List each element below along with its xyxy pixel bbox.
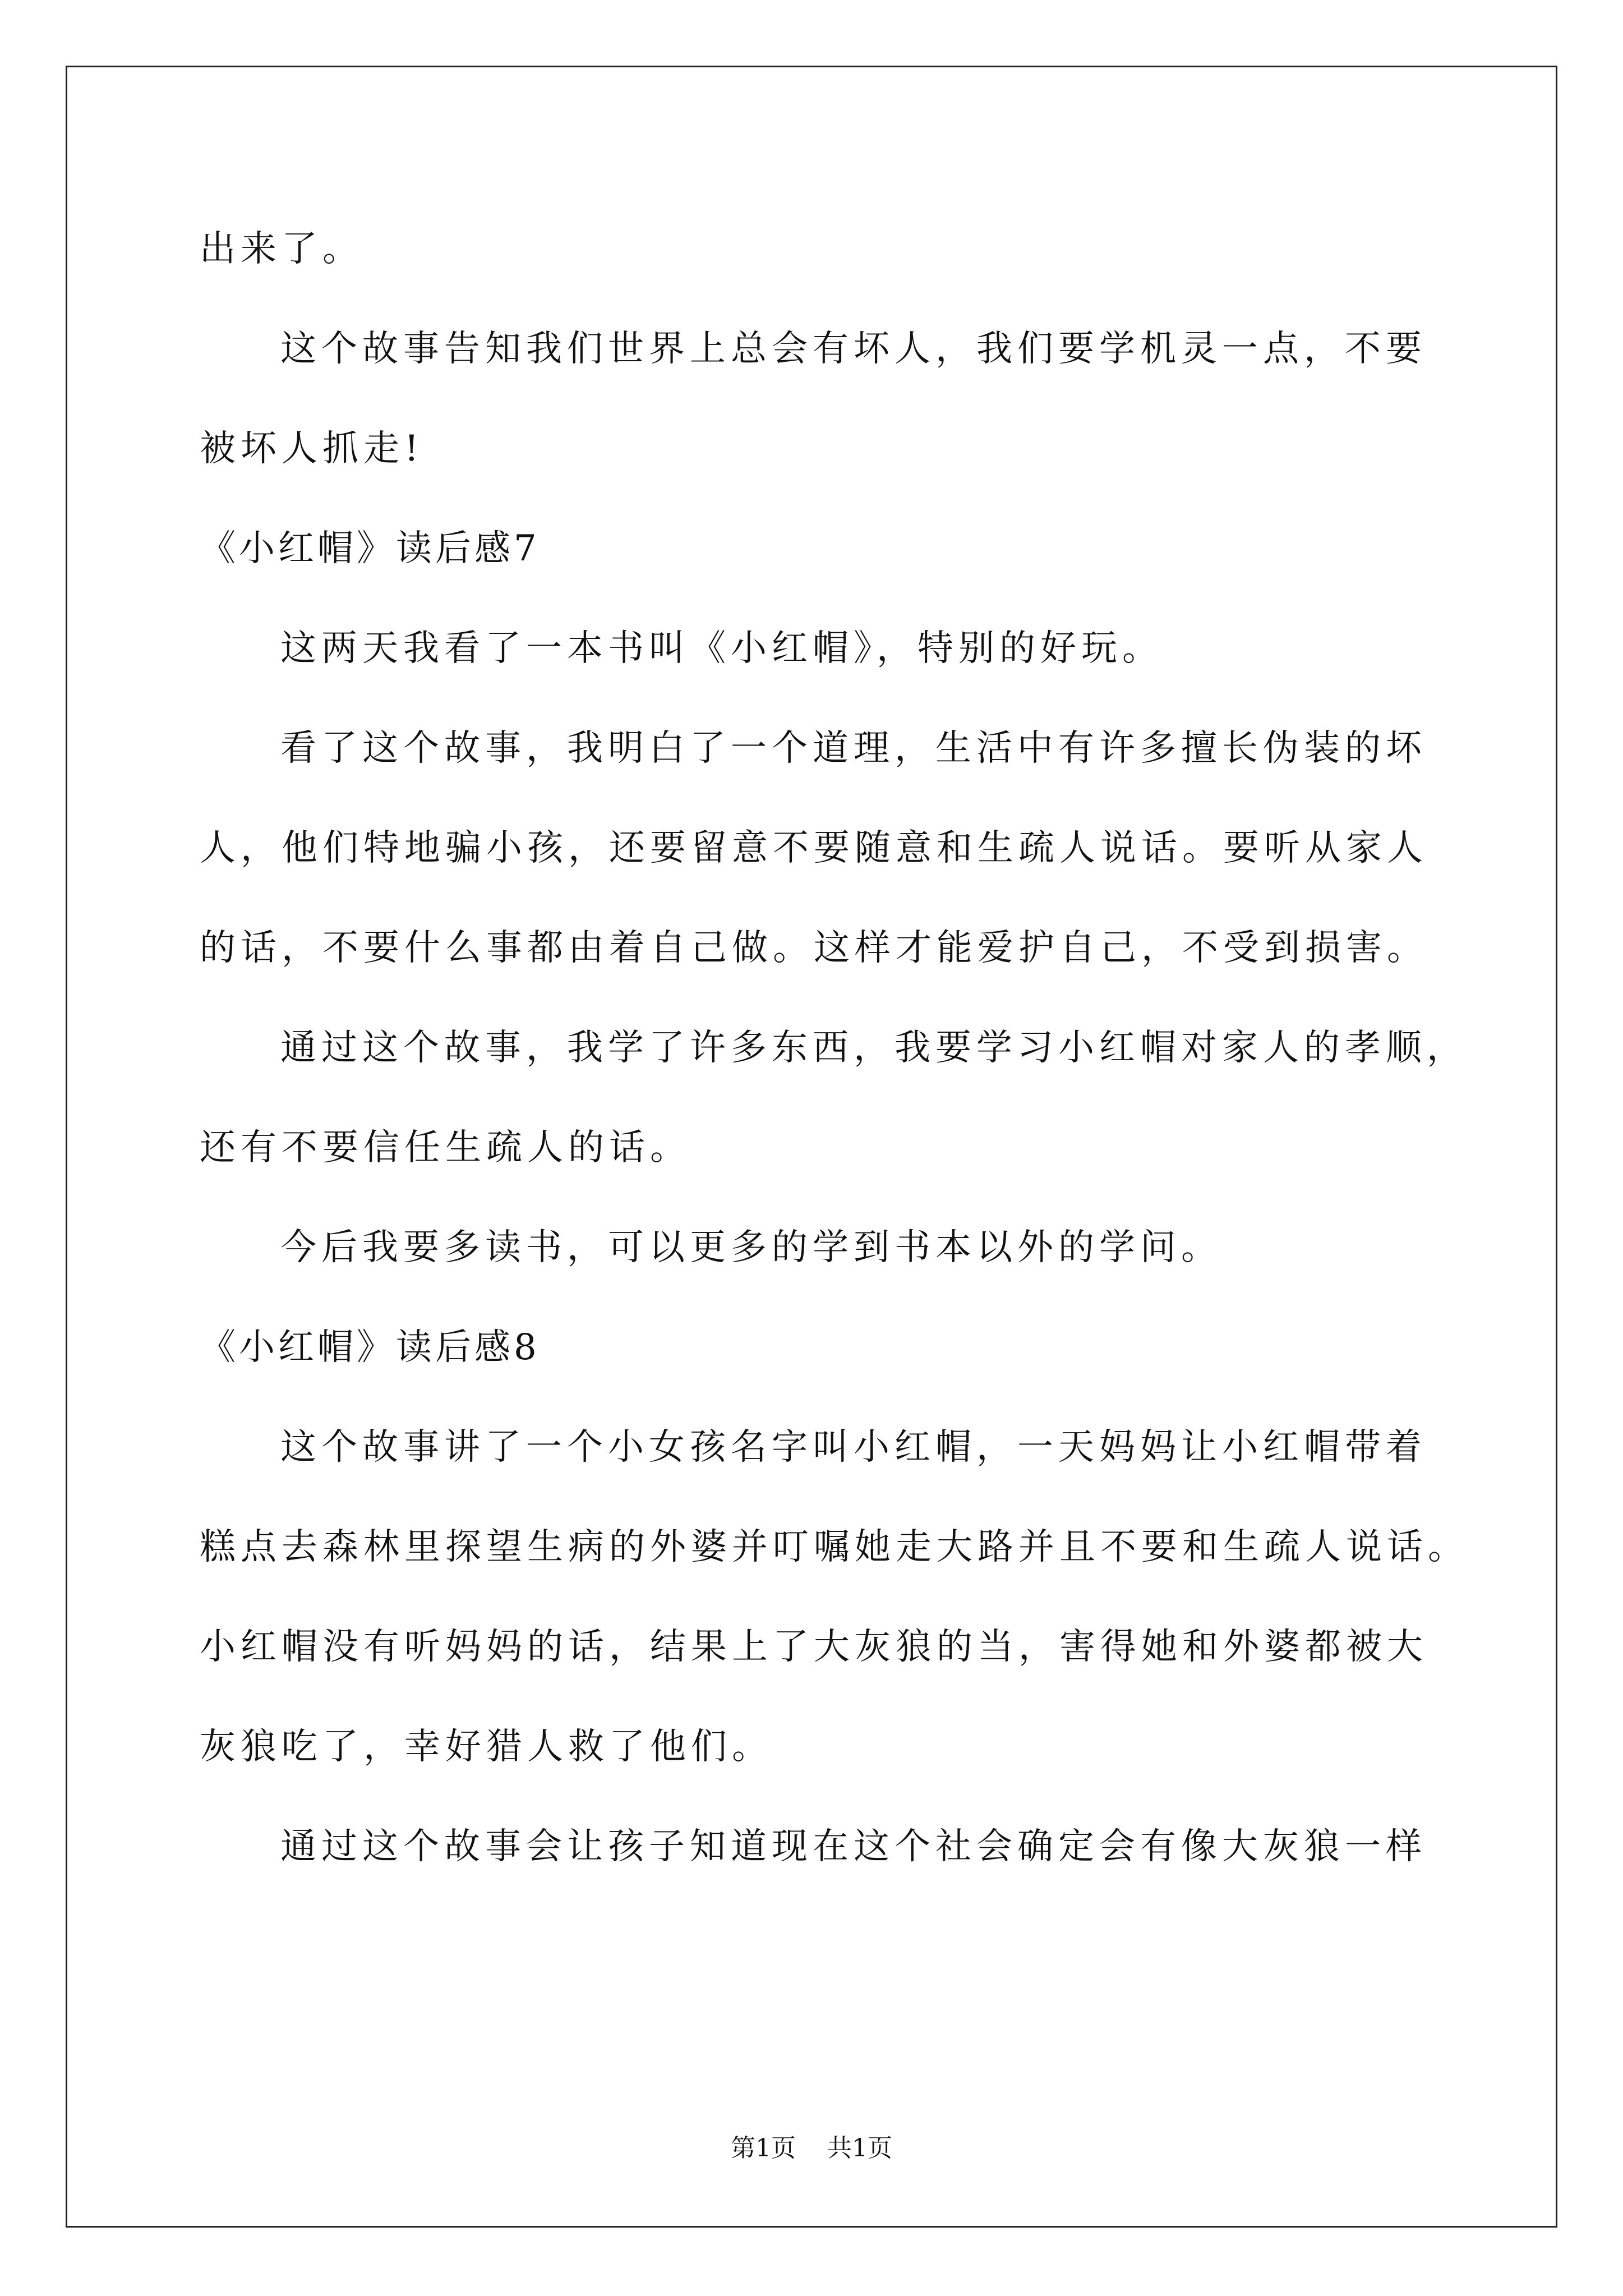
text-line: 小红帽没有听妈妈的话，结果上了大灰狼的当，害得她和外婆都被大	[200, 1626, 1428, 1668]
text-line: 这个故事讲了一个小女孩名字叫小红帽，一天妈妈让小红帽带着	[280, 1427, 1427, 1468]
text-line: 的话，不要什么事都由着自己做。这样才能爱护自己，不受到损害。	[200, 927, 1428, 969]
text-line: 还有不要信任生疏人的话。	[200, 1127, 691, 1168]
text-line: 通过这个故事会让孩子知道现在这个社会确定会有像大灰狼一样	[280, 1826, 1427, 1867]
text-line: 出来了。	[200, 228, 363, 270]
text-line: 看了这个故事，我明白了一个道理，生活中有许多擅长伪装的坏	[280, 728, 1427, 769]
text-line: 这个故事告知我们世界上总会有坏人，我们要学机灵一点，不要	[280, 328, 1427, 370]
text-line: 通过这个故事，我学了许多东西，我要学习小红帽对家人的孝顺，	[280, 1027, 1468, 1069]
section-heading: 《小红帽》读后感7	[200, 528, 540, 569]
section-heading: 《小红帽》读后感8	[200, 1327, 540, 1368]
text-line: 这两天我看了一本书叫《小红帽》，特别的好玩。	[280, 628, 1163, 669]
text-line: 被坏人抓走!	[200, 428, 424, 470]
text-line: 今后我要多读书，可以更多的学到书本以外的学问。	[280, 1227, 1222, 1268]
page-footer: 第1页 共1页	[731, 2134, 892, 2162]
text-line: 灰狼吃了，幸好猎人救了他们。	[200, 1726, 773, 1768]
text-line: 人，他们特地骗小孩，还要留意不要随意和生疏人说话。要听从家人	[200, 827, 1428, 869]
text-line: 糕点去森林里探望生病的外婆并叮嘱她走大路并且不要和生疏人说话。	[200, 1526, 1469, 1568]
